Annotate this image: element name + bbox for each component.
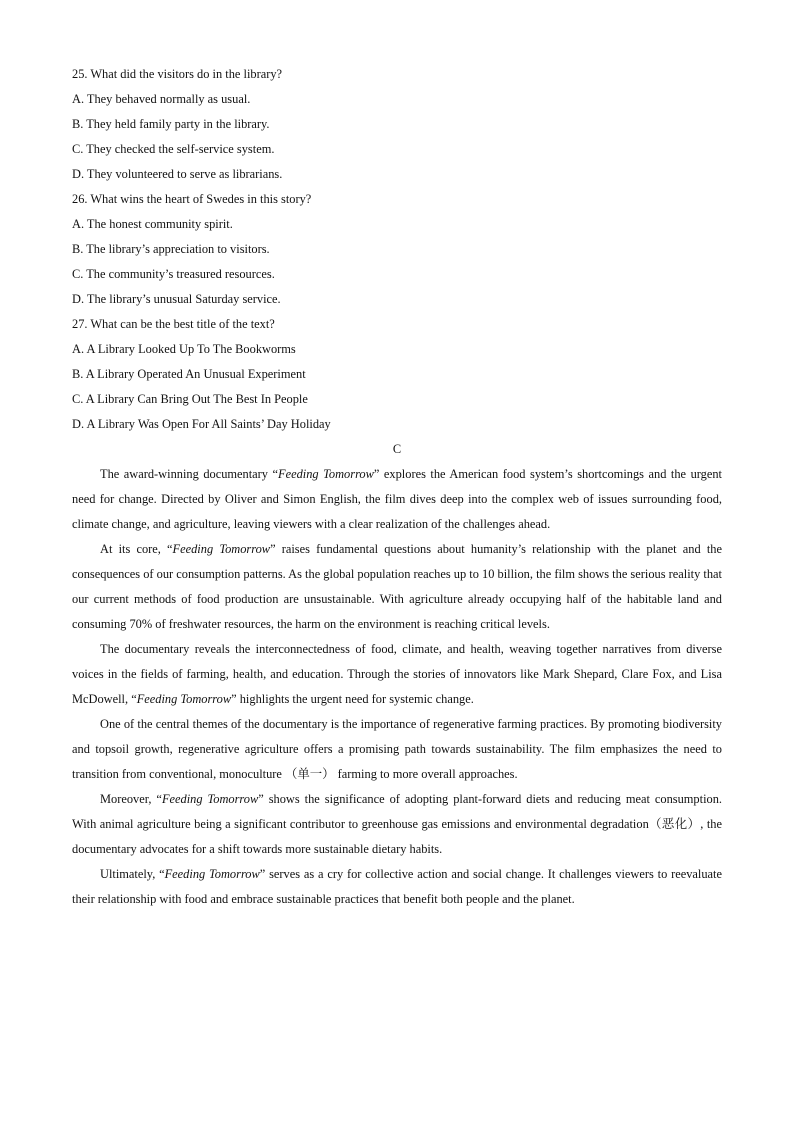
film-title: Feeding Tomorrow [161, 792, 259, 806]
film-title: Feeding Tomorrow [136, 692, 232, 706]
option-a: A. A Library Looked Up To The Bookworms [72, 342, 296, 356]
question-stem: 25. What did the visitors do in the library? [72, 67, 283, 81]
passage-c [72, 462, 722, 912]
text-run: ” explores the American food system’s shortcomings and the urgent need for change. Directed by Oliver and Simon English, the film dives deep into the complex web of issues surrounding food, climate change, and agriculture, leaving viewers with a clear realization of the challenges ahead. [72, 467, 722, 531]
option-a: A. They behaved normally as usual. [72, 92, 251, 106]
question-26 [72, 187, 722, 312]
option-b: B. The library’s appreciation to visitors. [72, 242, 270, 256]
paragraph-1 [72, 462, 722, 537]
option-a: A. The honest community spirit. [72, 217, 233, 231]
option-b: B. They held family party in the library. [72, 117, 270, 131]
text-run: The award-winning documentary “ [100, 467, 279, 481]
text-run: Moreover, “ [100, 792, 162, 806]
paragraph-6 [72, 862, 722, 912]
question-27 [72, 312, 722, 437]
paragraph-5 [72, 787, 722, 862]
question-stem: 26. What wins the heart of Swedes in this story? [72, 192, 312, 206]
text-run: ” raises fundamental questions about humanity’s relationship with the planet and the consequences of our consumption patterns. As the global population reaches up to 10 billion, the film shows the serious reality that our current methods of food production are unsustainable. With agriculture already occupying half of the habitable land and consuming 70% of freshwater resources, the harm on the environment is reaching critical levels. [72, 542, 722, 631]
paragraph-3 [72, 637, 722, 712]
film-title: Feeding Tomorrow [172, 542, 271, 556]
document-body [72, 62, 722, 912]
question-25 [72, 62, 722, 187]
option-d: D. They volunteered to serve as librarians. [72, 167, 283, 181]
option-c: C. A Library Can Bring Out The Best In People [72, 392, 308, 406]
paragraph-4: One of the central themes of the documentary is the importance of regenerative farming practices. By promoting biodiversity and topsoil growth, regenerative agriculture offers a promising path towards sustainability. The film emphasizes the need to transition from conventional, monoculture （单一） farming to more overall approaches. [72, 717, 722, 781]
text-run: ” serves as a cry for collective action and social change. It challenges viewers to reevaluate their relationship with food and embrace sustainable practices that benefit both people and the planet. [72, 867, 722, 906]
paragraph-2 [72, 537, 722, 637]
option-b: B. A Library Operated An Unusual Experiment [72, 367, 306, 381]
text-run: ” shows the significance of adopting plant-forward diets and reducing meat consumption. With animal agriculture being a significant contributor to greenhouse gas emissions and environmental degradation（恶化）, the documentary advocates for a shift towards more sustainable dietary habits. [72, 792, 722, 856]
film-title: Feeding Tomorrow [164, 867, 260, 881]
option-c: C. They checked the self-service system. [72, 142, 275, 156]
text-run: The documentary reveals the interconnectedness of food, climate, and health, weaving together narratives from diverse voices in the fields of farming, health, and education. Through the stories of innovators like Mark Shepard, Clare Fox, and Lisa McDowell, “ [72, 642, 722, 706]
section-heading: C [392, 442, 402, 456]
text-run: ” highlights the urgent need for systemic change. [231, 692, 474, 706]
option-c: C. The community’s treasured resources. [72, 267, 275, 281]
option-d: D. The library’s unusual Saturday service. [72, 292, 281, 306]
question-stem: 27. What can be the best title of the text? [72, 317, 275, 331]
option-d: D. A Library Was Open For All Saints’ Day Holiday [72, 417, 331, 431]
text-run: Ultimately, “ [100, 867, 165, 881]
text-run: At its core, “ [100, 542, 173, 556]
film-title: Feeding Tomorrow [278, 467, 374, 481]
